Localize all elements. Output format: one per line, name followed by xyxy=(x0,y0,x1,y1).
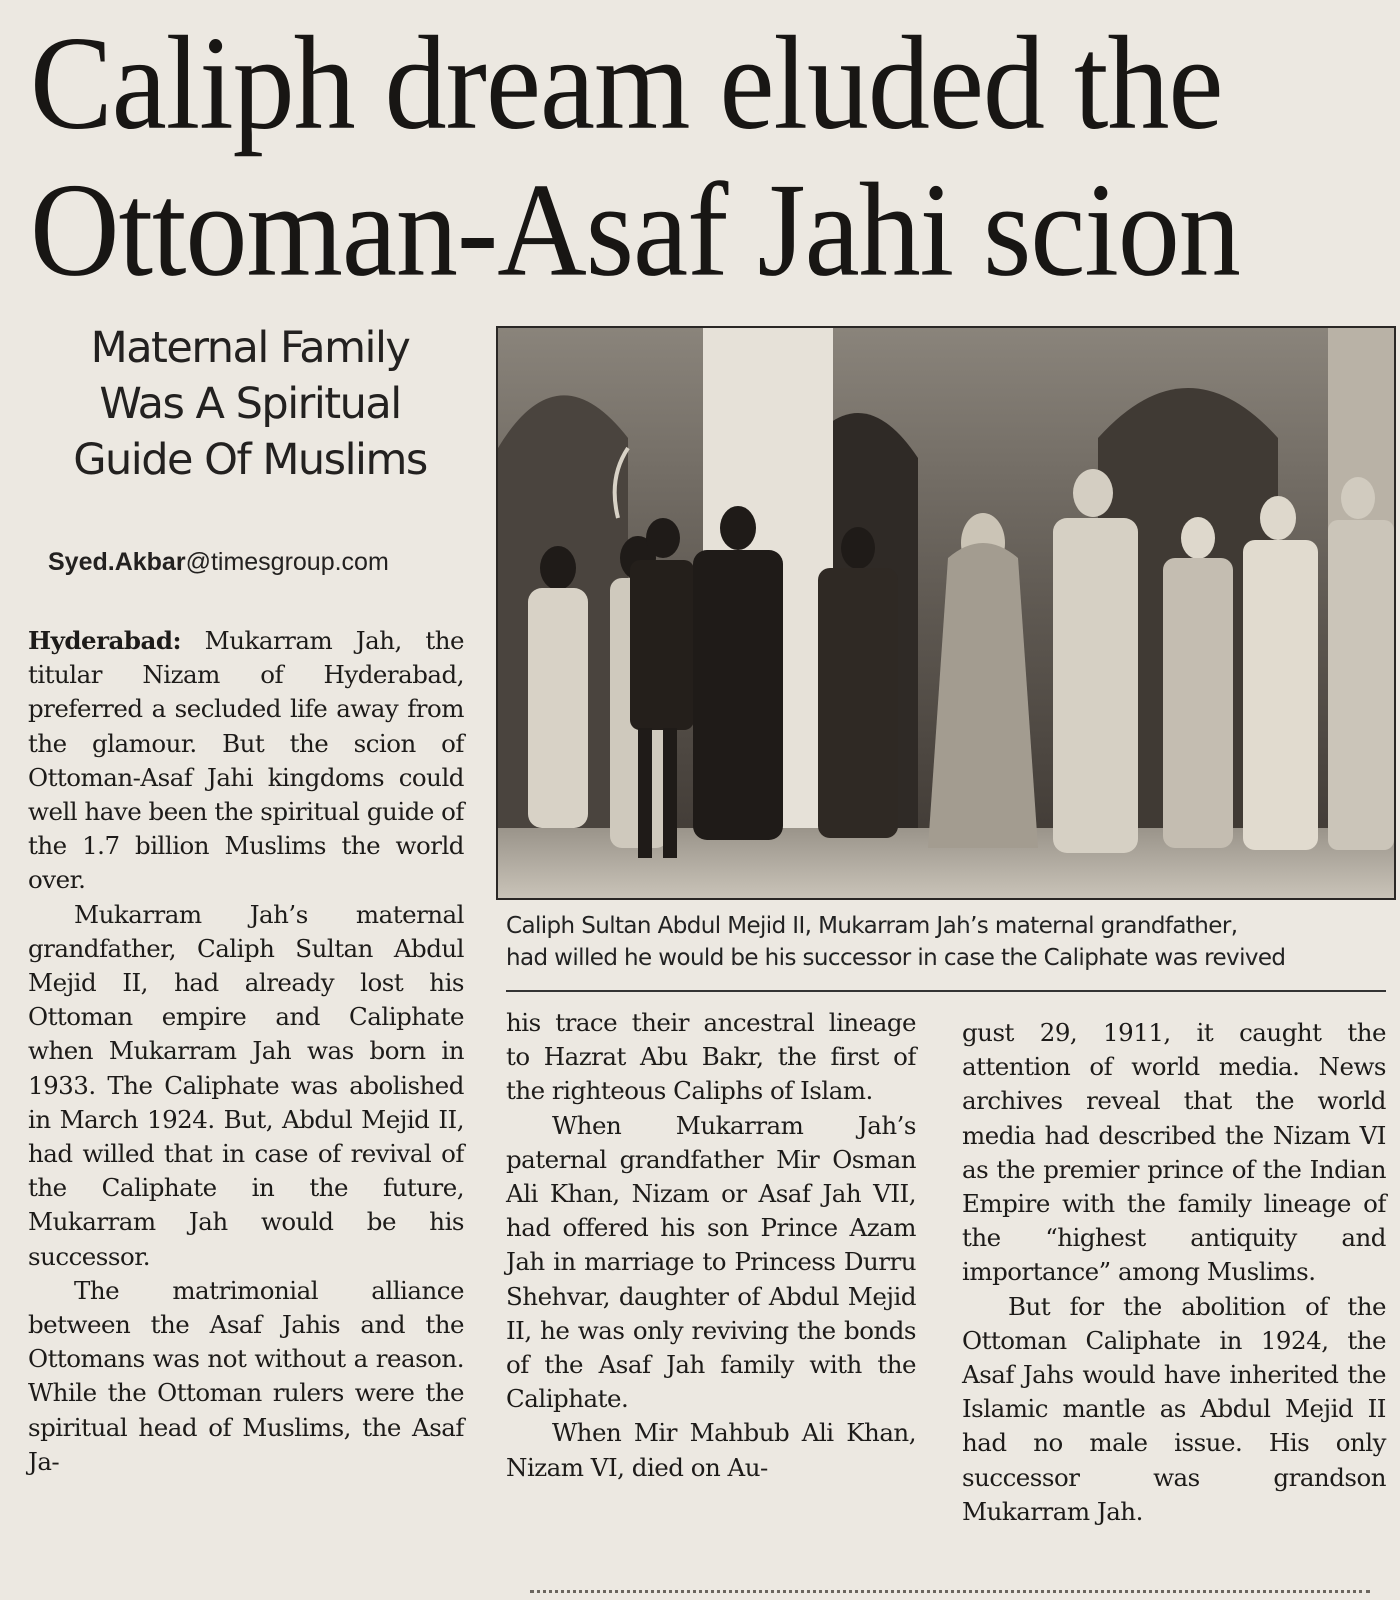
article-paragraph-4: When Mukarram Jah’s paternal grandfather Mir Osman Ali Khan, Nizam or Asaf Jah VII, had offered his son Prince Azam Jah in marriage to Princess Durru Shehvar, daughter of Abdul Mejid II, he was only reviving the bonds of the Asaf Jah family with the Caliphate. xyxy=(506,1110,916,1414)
caption-line-2: had willed he would be his successor in case the Caliphate was revived xyxy=(506,945,1286,971)
article-column-2 xyxy=(506,1006,916,1485)
ceremony-photo xyxy=(496,326,1396,900)
caption-divider xyxy=(506,990,1386,992)
article-paragraph-1 xyxy=(28,624,464,898)
subheadline xyxy=(30,320,470,488)
photo-caption xyxy=(506,910,1386,974)
headline-line-1: Caliph dream eluded the xyxy=(30,8,1223,157)
subheadline-line-2: Was A Spiritual xyxy=(99,379,401,429)
article-paragraph-3b: his trace their ancestral lineage to Hazrat Abu Bakr, the first of the righteous Caliphs of Islam. xyxy=(506,1008,916,1106)
caption-line-1: Caliph Sultan Abdul Mejid II, Mukarram Jah’s maternal grandfather, xyxy=(506,913,1238,939)
article-column-3 xyxy=(962,1016,1386,1529)
article-paragraph-5a: When Mir Mahbub Ali Khan, Nizam VI, died on Au- xyxy=(506,1418,916,1482)
subheadline-line-1: Maternal Family xyxy=(90,323,410,373)
article-paragraph-1-text: Mukarram Jah, the titular Nizam of Hyderabad, preferred a secluded life away from the glamour. But the scion of Ottoman-Asaf Jahi kingdoms could well have been the spiritual guide of the 1.7 billion Muslims the world over. xyxy=(28,626,464,895)
headline xyxy=(30,10,1390,304)
ceremony-photo-illustration xyxy=(498,328,1394,898)
byline-domain: @timesgroup.com xyxy=(185,548,389,576)
bottom-dotted-rule xyxy=(530,1590,1370,1596)
article-dateline: Hyderabad: xyxy=(28,626,182,655)
article-paragraph-2: Mukarram Jah’s maternal grandfather, Caliph Sultan Abdul Mejid II, had already lost his Ottoman empire and Caliphate when Mukarram Jah was born in 1933. The Caliphate was abolished in March 1924. But, Abdul Mejid II, had willed that in case of revival of the Caliphate in the future, Mukarram Jah would be his successor. xyxy=(28,899,464,1271)
article-paragraph-5b: gust 29, 1911, it caught the attention of world media. News archives reveal that the world media had described the Nizam VI as the premier prince of the Indian Empire with the family lineage of the “highest antiquity and importance” among Muslims. xyxy=(962,1018,1386,1287)
article-paragraph-3a: The matrimonial alliance between the Asaf Jahis and the Ottomans was not without a reason. While the Ottoman rulers were the spiritual head of Muslims, the Asaf Ja- xyxy=(28,1275,464,1476)
article-paragraph-6: But for the abolition of the Ottoman Caliphate in 1924, the Asaf Jahs would have inherited the Islamic mantle as Abdul Mejid II had no male issue. His only successor was grandson Mukarram Jah. xyxy=(962,1291,1386,1526)
byline xyxy=(48,548,389,577)
headline-line-2: Ottoman-Asaf Jahi scion xyxy=(30,155,1240,304)
article-column-1 xyxy=(28,624,464,1479)
subheadline-line-3: Guide Of Muslims xyxy=(73,435,427,485)
byline-name: Syed.Akbar xyxy=(48,548,186,576)
